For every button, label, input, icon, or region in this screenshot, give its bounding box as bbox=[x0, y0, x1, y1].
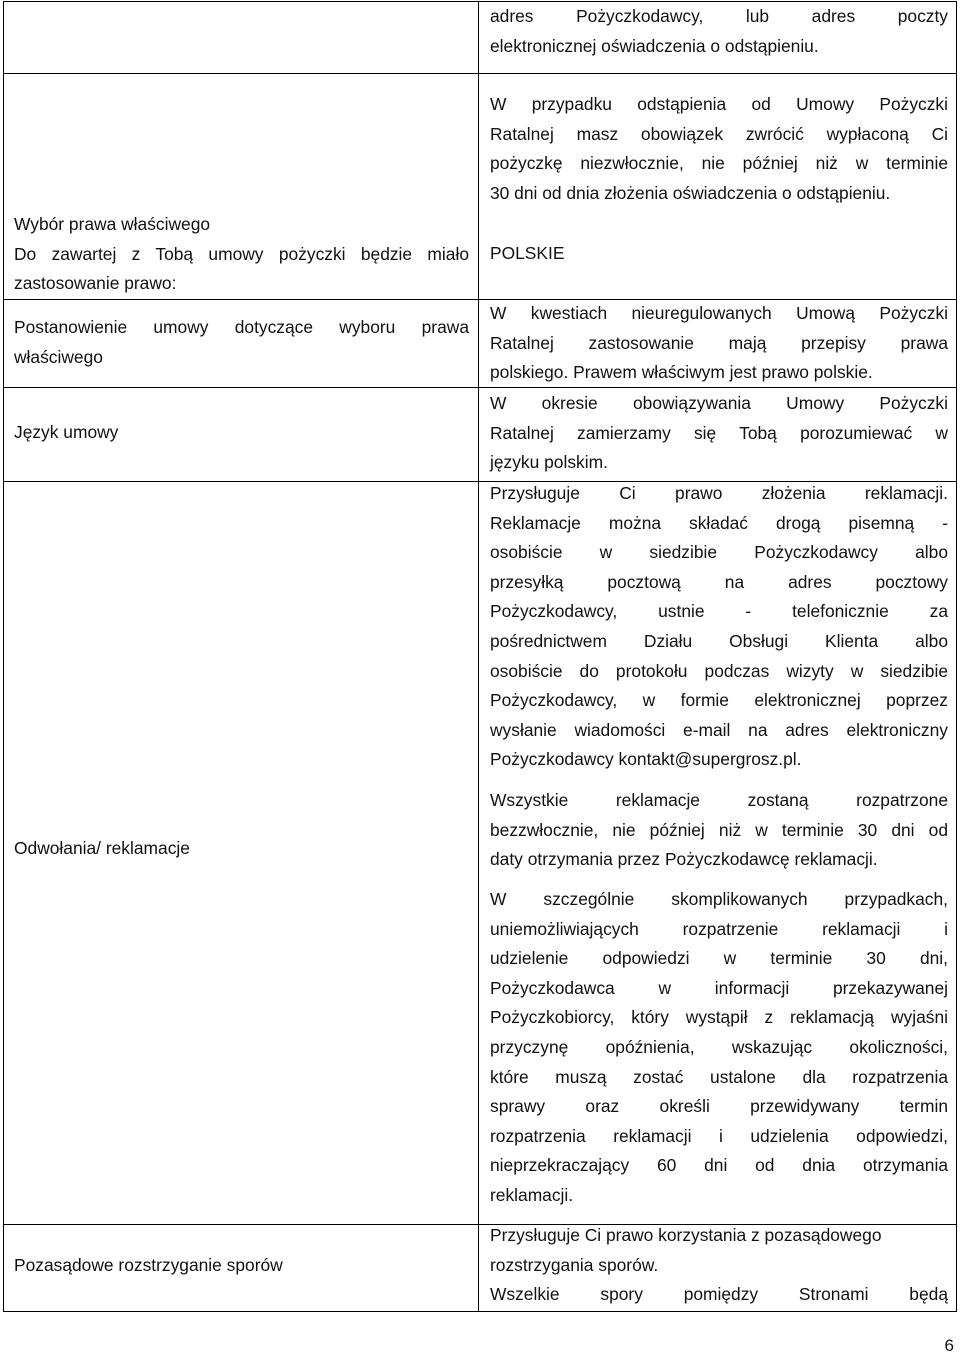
text-line: elektronicznej oświadczenia o odstąpieniu. bbox=[490, 35, 819, 56]
text-line: Wszelkie spory pomiędzy Stronami będą bbox=[490, 1284, 948, 1305]
text-line: Wszystkie reklamacje zostaną rozpatrzone bbox=[490, 790, 948, 810]
text-line: W szczególnie skomplikowanych przypadkach, bbox=[490, 889, 948, 909]
text-line: które muszą zostać ustalone dla rozpatrzenia bbox=[490, 1066, 948, 1087]
text-line: rozpatrzenia reklamacji i udzielenia odpowiedzi, bbox=[490, 1125, 948, 1146]
governing-law-text: zastosowanie prawo: bbox=[14, 273, 177, 294]
text-line: nieprzekraczający 60 dni od dnia otrzymania bbox=[490, 1155, 948, 1176]
document-table bbox=[3, 1, 957, 1312]
text-line: udzielenie odpowiedzi w terminie 30 dni, bbox=[490, 948, 948, 969]
repayment-paragraph bbox=[490, 90, 948, 208]
text-line: W kwestiach nieuregulowanych Umową Pożyczki bbox=[490, 303, 948, 323]
text-line: Pożyczkodawcy kontakt@supergrosz.pl. bbox=[490, 749, 802, 770]
text-line: przesyłką pocztową na adres pocztowy bbox=[490, 571, 948, 592]
text-line: Przysługuje Ci prawo korzystania z pozasądowego bbox=[490, 1225, 882, 1245]
governing-law-heading: Wybór prawa właściwego bbox=[14, 214, 211, 234]
law-value bbox=[490, 239, 948, 269]
text-line: sprawy oraz określi przewidywany termin bbox=[490, 1096, 948, 1117]
complaint-paragraph bbox=[490, 479, 948, 775]
law-value-text: POLSKIE bbox=[490, 243, 565, 263]
text-line: osobiście do protokołu podczas wizyty w siedzibie bbox=[490, 660, 948, 681]
text-line: języku polskim. bbox=[490, 452, 608, 473]
text-line: Ratalnej zastosowanie mają przepisy prawa bbox=[490, 332, 948, 353]
text-line: daty otrzymania przez Pożyczkodawcę reklamacji. bbox=[490, 849, 878, 870]
text-line: Reklamacje można składać drogą pisemną - bbox=[490, 512, 948, 533]
language-label-text: Język umowy bbox=[14, 422, 119, 442]
language-paragraph bbox=[490, 389, 948, 478]
governing-law-text: Do zawartej z Tobą umowy pożyczki będzie miało bbox=[14, 243, 469, 264]
adr-label-text: Pozasądowe rozstrzyganie sporów bbox=[14, 1255, 283, 1275]
row-divider bbox=[4, 73, 956, 74]
text-line: przyczynę opóźnienia, wskazując okoliczności, bbox=[490, 1036, 948, 1057]
text-line: pośrednictwem Działu Obsługi Klienta albo bbox=[490, 630, 948, 651]
text-line: Pożyczkobiorcy, który wystąpił z reklamacją wyjaśni bbox=[490, 1007, 948, 1028]
complaints-label-text: Odwołania/ reklamacje bbox=[14, 838, 190, 858]
governing-law-label bbox=[14, 210, 469, 299]
text-line: Pożyczkodawcy, w formie elektronicznej poprzez bbox=[490, 690, 948, 711]
text-line: 30 dni od dnia złożenia oświadczenia o odstąpieniu. bbox=[490, 182, 891, 203]
text-line: W okresie obowiązywania Umowy Pożyczki bbox=[490, 393, 948, 413]
text-line: uniemożliwiających rozpatrzenie reklamacji i bbox=[490, 918, 948, 939]
adr-label bbox=[14, 1251, 469, 1281]
complex-case-paragraph bbox=[490, 885, 948, 1211]
text-line: Pożyczkodawca w informacji przekazywanej bbox=[490, 977, 948, 998]
page-number: 6 bbox=[944, 1336, 954, 1355]
text-line: adres Pożyczkodawcy, lub adres poczty bbox=[490, 6, 948, 26]
text-line: rozstrzygania sporów. bbox=[490, 1254, 659, 1275]
text-line: wysłanie wiadomości e-mail na adres elektroniczny bbox=[490, 719, 948, 740]
text-line: reklamacji. bbox=[490, 1184, 574, 1205]
text-line: osobiście w siedzibie Pożyczkodawcy albo bbox=[490, 542, 948, 563]
text-line: polskiego. Prawem właściwym jest prawo polskie. bbox=[490, 362, 873, 383]
complaints-label bbox=[14, 834, 469, 864]
text-line: bezzwłocznie, nie później niż w terminie 30 dni od bbox=[490, 819, 948, 840]
language-label bbox=[14, 418, 469, 448]
contract-clause-text: Postanowienie umowy dotyczące wyboru prawa bbox=[14, 317, 469, 337]
contract-clause-label bbox=[14, 313, 469, 372]
text-line: pożyczkę niezwłocznie, nie później niż w terminie bbox=[490, 153, 948, 174]
withdrawal-address-text bbox=[490, 2, 948, 61]
complaint-time-paragraph bbox=[490, 786, 948, 875]
text-line: W przypadku odstąpienia od Umowy Pożyczki bbox=[490, 94, 948, 114]
text-line: Przysługuje Ci prawo złożenia reklamacji. bbox=[490, 483, 948, 503]
adr-paragraph bbox=[490, 1221, 948, 1310]
text-line: Ratalnej masz obowiązek zwrócić wypłaconą Ci bbox=[490, 123, 948, 144]
column-divider bbox=[478, 2, 479, 1311]
law-clause-paragraph bbox=[490, 299, 948, 388]
text-line: Pożyczkodawcy, ustnie - telefonicznie za bbox=[490, 601, 948, 622]
text-line: Ratalnej zamierzamy się Tobą porozumiewać w bbox=[490, 422, 948, 443]
contract-clause-text: właściwego bbox=[14, 346, 103, 367]
